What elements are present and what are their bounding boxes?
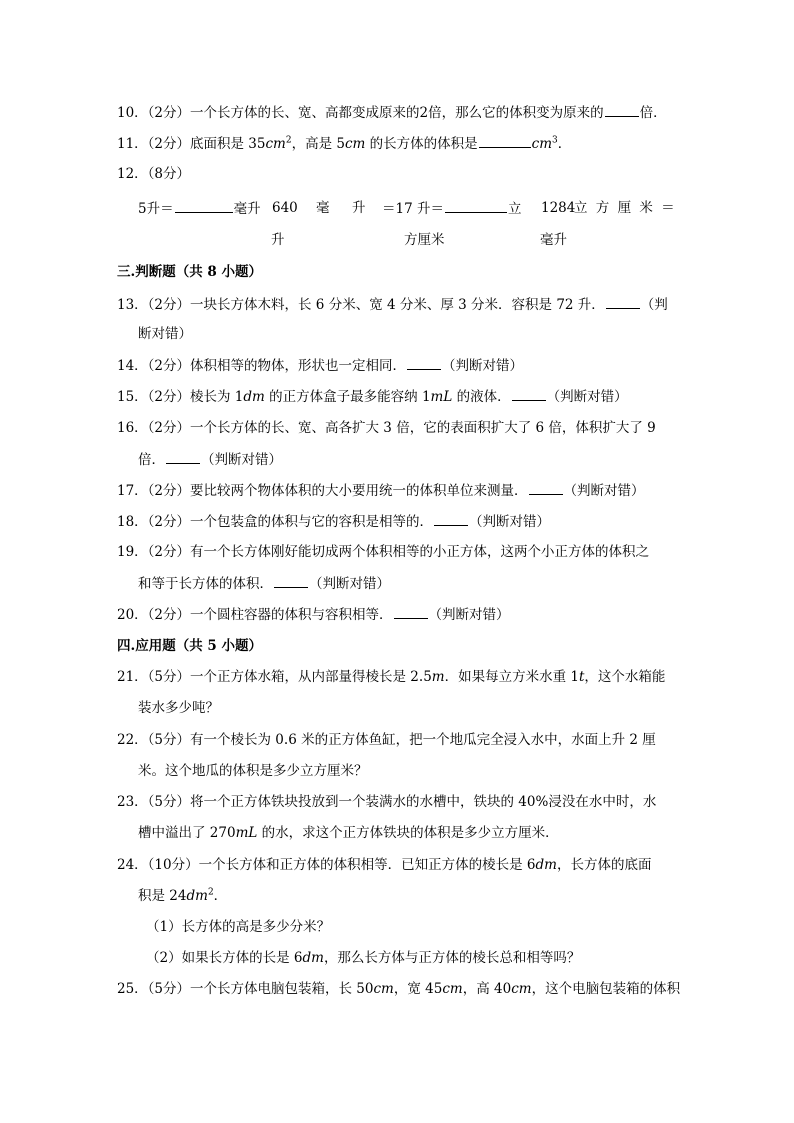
question-23-cont: 槽中溢出了 270mL 的水，求这个正方体铁块的体积是多少立方厘米．: [138, 825, 559, 841]
question-10: 10．（2分）一个长方体的长、宽、高都变成原来的2倍，那么它的体积变为原来的 倍．: [117, 105, 667, 121]
document-page: 10．（2分）一个长方体的长、宽、高都变成原来的2倍，那么它的体积变为原来的 倍． 11．（2分）底面积是 $35cm^2$，高是 5cm 的长方体的体积是 $cm^3$． 12．（8分） 5升＝ 毫升 640 毫 升 ＝17 升＝ 立 1284 立 方 厘 米 ＝ 升 方厘米 毫升 三.判断题（共 8 小题） 13．（2分）一块长方体木料，长 6 分米、宽 4 分米、厚 3 分米．容积是 72 升． （判 断对错） 14．（2分）体积相等的物体，形状也一定相同． （判断对错） 15．（2分）棱长为 1dm 的正方体盒子最多能容纳 1mL 的液体． （判断对错） 16．（2分）一个长方体的长、宽、高各扩大 3 倍，它的表面积扩大了 6 倍，体积扩大了 9 倍． （判断对错） 17．（2分）要比较两个物体体积的大小要用统一的体积单位来测量． （判断对错） 18．（2分）一个包装盒的体积与它的容积是相等的． （判断对错） 19．（2分）有一个长方体刚好能切成两个体积相等的小正方体，这两个小正方体的体积之 和等于长方体的体积． （判断对错） 20．（2分）一个圆柱容器的体积与容积相等． （判断对错） 四.应用题（共 5 小题） 21．（5分）一个正方体水箱，从内部量得棱长是 2.5m．如果每立方米水重 1t，这个水箱能 装水多少吨？ 22．（5分）有一个棱长为 0.6 米的正方体鱼缸，把一个地瓜完全浸入水中，水面上升 2 厘 米。这个地瓜的体积是多少立方厘米？ 23．（5分）将一个正方体铁块投放到一个装满水的水槽中，铁块的 40%浸没在水中时，水 槽中溢出了 270mL 的水，求这个正方体铁块的体积是多少立方厘米． 24．（10分）一个长方体和正方体的体积相等．已知正方体的棱长是 6dm，长方体的底面 积是 $24dm^2$． （1）长方体的高是多少分米？ （2）如果长方体的长是 6dm，那么长方体与正方体的棱长总和相等吗？ 25．（5分）一个长方体电脑包装箱，长 50cm，宽 45cm，高 40cm，这个电脑包装箱的体积: [117, 105, 681, 997]
question-24-part-1: （1）长方体的高是多少分米？: [146, 919, 331, 935]
question-17: 17．（2分）要比较两个物体体积的大小要用统一的体积单位来测量． （判断对错）: [117, 483, 645, 499]
answer-blank[interactable]: [407, 356, 441, 370]
question-24: 24．（10分）一个长方体和正方体的体积相等．已知正方体的棱长是 6dm，长方体的底面: [117, 857, 652, 873]
answer-blank[interactable]: [606, 295, 640, 309]
question-19-cont: 和等于长方体的体积． （判断对错）: [138, 576, 390, 592]
answer-blank[interactable]: [529, 481, 563, 495]
answer-blank[interactable]: [445, 199, 507, 213]
answer-blank[interactable]: [479, 134, 531, 148]
answer-blank[interactable]: [512, 387, 546, 401]
question-12-blank-2: ＝17 升＝ 立: [382, 201, 522, 217]
question-16-cont: 倍． （判断对错）: [138, 452, 282, 468]
answer-blank[interactable]: [274, 574, 308, 588]
question-15: 15．（2分）棱长为 1dm 的正方体盒子最多能容纳 1mL 的液体． （判断对错）: [117, 389, 628, 405]
question-18: 18．（2分）一个包装盒的体积与它的容积是相等的． （判断对错）: [117, 514, 551, 530]
question-16: 16．（2分）一个长方体的长、宽、高各扩大 3 倍，它的表面积扩大了 6 倍，体积扩大了 9: [117, 420, 656, 436]
question-21: 21．（5分）一个正方体水箱，从内部量得棱长是 2.5m．如果每立方米水重 1t，这个水箱能: [117, 669, 666, 685]
question-25: 25．（5分）一个长方体电脑包装箱，长 50cm，宽 45cm，高 40cm，这个电脑包装箱的体积: [117, 981, 681, 997]
question-23: 23．（5分）将一个正方体铁块投放到一个装满水的水槽中，铁块的 40%浸没在水中时，水: [117, 794, 657, 810]
answer-blank[interactable]: [394, 605, 428, 619]
answer-blank[interactable]: [175, 199, 233, 213]
question-12-heading: 12．（8分）: [117, 166, 191, 182]
answer-blank[interactable]: [605, 103, 639, 117]
question-20: 20．（2分）一个圆柱容器的体积与容积相等． （判断对错）: [117, 607, 510, 623]
question-22: 22．（5分）有一个棱长为 0.6 米的正方体鱼缸，把一个地瓜完全浸入水中，水面上升 2 厘: [117, 732, 656, 748]
question-11: 11．（2分）底面积是 $35cm^2$，高是 5cm 的长方体的体积是 $cm^3$．: [117, 135, 572, 152]
section-heading-application: 四.应用题（共 5 小题）: [117, 638, 262, 654]
question-12-row: 5升＝ 毫升: [138, 201, 261, 217]
question-13: 13．（2分）一块长方体木料，长 6 分米、宽 4 分米、厚 3 分米．容积是 72 升． （判: [117, 297, 668, 313]
question-24-part-2: （2）如果长方体的长是 6dm，那么长方体与正方体的棱长总和相等吗？: [146, 950, 581, 966]
question-24-cont: 积是 $24dm^2$．: [138, 887, 228, 904]
question-19: 19．（2分）有一个长方体刚好能切成两个体积相等的小正方体，这两个小正方体的体积之: [117, 544, 650, 560]
question-14: 14．（2分）体积相等的物体，形状也一定相同． （判断对错）: [117, 358, 524, 374]
section-heading-judgement: 三.判断题（共 8 小题）: [117, 264, 262, 280]
answer-blank[interactable]: [434, 512, 468, 526]
answer-blank[interactable]: [166, 450, 200, 464]
